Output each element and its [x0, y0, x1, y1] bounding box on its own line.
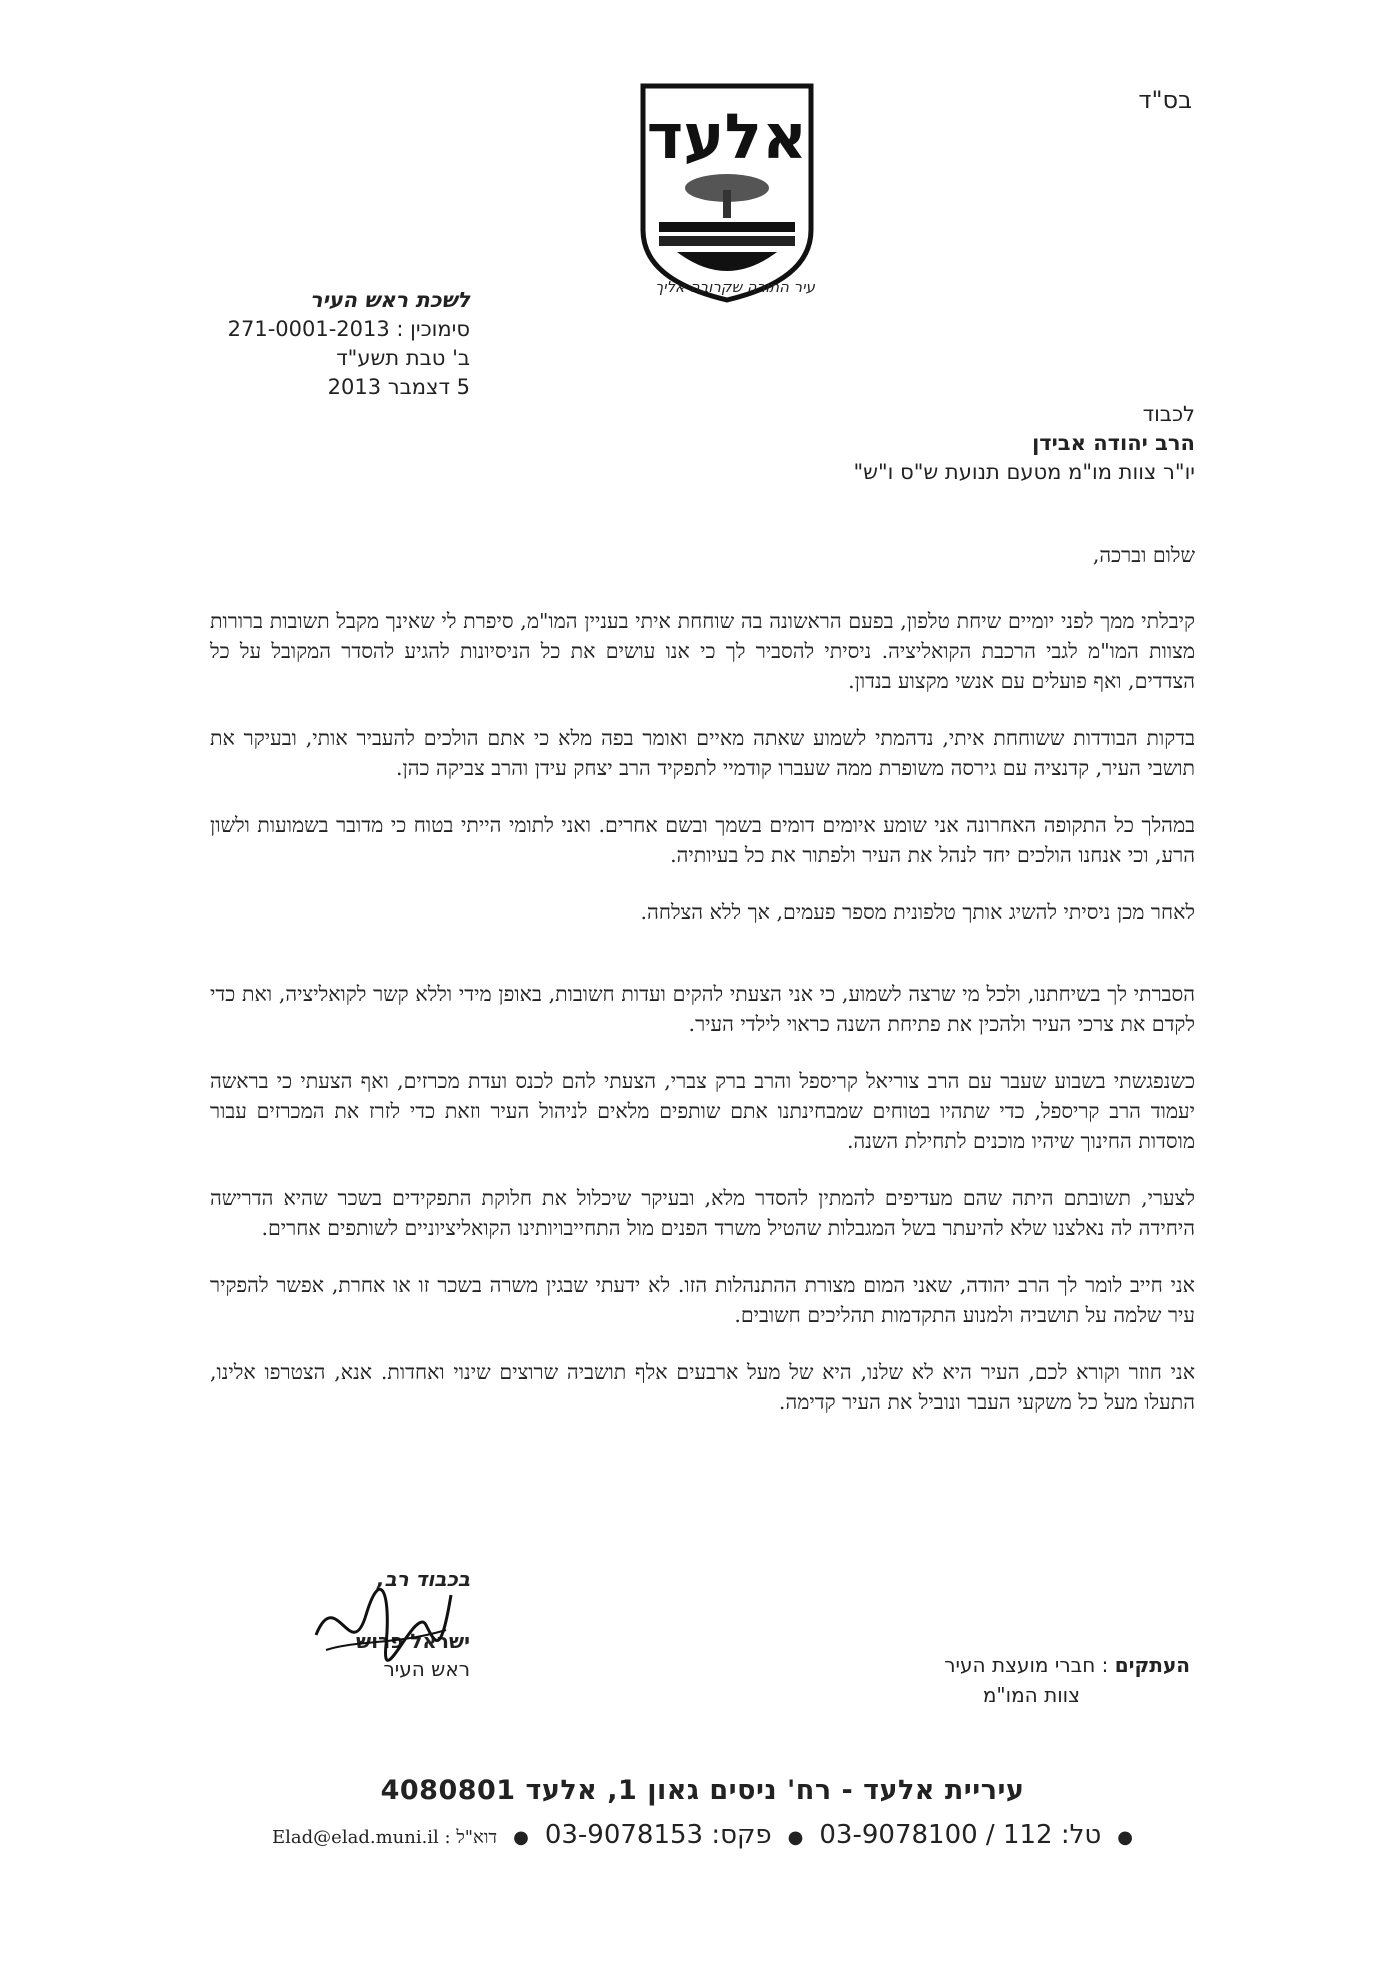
hebrew-date: ב' טבת תשע"ד [336, 346, 470, 370]
bullet-icon: ● [1117, 1827, 1133, 1848]
copies-line-1: : חברי מועצת העיר [944, 1653, 1109, 1677]
copies-line-2: צוות המו"מ [982, 1683, 1080, 1707]
closing: בכבוד רב, [376, 1567, 470, 1591]
signer-name: ישראל פרוש [356, 1629, 470, 1653]
gregorian-date: 5 דצמבר 2013 [327, 375, 470, 399]
addressee-to: לכבוד [1142, 402, 1195, 426]
paragraph-6: כשנפגשתי בשבוע שעבר עם הרב צוריאל קריספל והרב ברק צברי, הצעתי להם לכנס ועדת מכרזים, ואף הצעתי כי בראשה יעמוד הרב קריספל, כדי שתהיו בטוחים שמבחינתנו אתם שותפים מלאים לניהול העיר וזאת כדי לזרז את המכרזים עבור מוסדות החינוך שיהיו מוכנים לתחילת השנה. [210, 1069, 1195, 1153]
footer-phone: טל: 112 / 03-9078100 [819, 1820, 1102, 1850]
greeting: שלום וברכה, [1092, 543, 1195, 567]
office-title: לשכת ראש העיר [309, 288, 470, 312]
elad-logo [637, 80, 817, 306]
addressee-role: יו"ר צוות מו"מ מטעם תנועת ש"ס ו"ש" [853, 460, 1195, 484]
addressee-name: הרב יהודה אבידן [1032, 431, 1195, 455]
copies-block [830, 1650, 1190, 1710]
footer-contact [210, 1820, 1195, 1850]
signer-title: ראש העיר [383, 1657, 470, 1681]
footer-address: עיריית אלעד - רח' ניסים גאון 1, אלעד 4080801 [380, 1775, 1025, 1806]
paragraph-1: קיבלתי ממך לפני יומיים שיחת טלפון, בפעם הראשונה בה שוחחת איתי בעניין המו"מ, סיפרת לי שאינך מקבל תשובות ברורות מצוות המו"מ לגבי הרכבת הקואליציה. ניסיתי להסביר לך כי אנו עושים את כל הניסיונות להגיע להסדר המקובל על כל הצדדים, ואף פועלים עם אנשי מקצוע בנדון. [210, 609, 1195, 693]
bullet-icon: ● [513, 1827, 529, 1848]
footer-fax: פקס: 03-9078153 [544, 1820, 772, 1850]
bullet-icon: ● [787, 1827, 804, 1848]
reference-number: סימוכין : 271-0001-2013 [227, 317, 470, 341]
paragraph-9: אני חוזר וקורא לכם, העיר היא לא שלנו, היא של מעל ארבעים אלף תושביה שרוצים שינוי ואחדות. אנא, הצטרפו אלינו, התעלו מעל כל משקעי העבר ונוביל את העיר קדימה. [210, 1360, 1195, 1414]
footer [210, 1775, 1195, 1850]
paragraph-5: הסברתי לך בשיחתנו, ולכל מי שרצה לשמוע, כי אני הצעתי להקים ועדות חשובות, באופן מידי וללא קשר לקואליציה, ואת כדי לקדם את צרכי העיר ולהכין את פתיחת השנה כראוי לילדי העיר. [210, 982, 1195, 1036]
paragraph-8: אני חייב לומר לך הרב יהודה, שאני המום מצורת ההתנהלות הזו. לא ידעתי שבגין משרה בשכר זו או אחרת, אפשר להפקיר עיר שלמה על תושביה ולמנוע התקדמות תהליכים חשובים. [210, 1273, 1195, 1327]
logo-text: אלעד [646, 100, 808, 173]
paragraph-2: בדקות הבודדות ששוחחת איתי, נדהמתי לשמוע שאתה מאיים ואומר בפה מלא כי אתם הולכים להעביר אותי, ובעיקר את תושבי העיר, קדנציה עם גירסה משופרת ממה שעברו קודמיי לתפקיד הרב יצחק עידן והרב צביקה כהן. [210, 726, 1195, 780]
logo-tagline: עיר התורה שקרובה אליך [655, 278, 815, 296]
paragraph-3: במהלך כל התקופה האחרונה אני שומע איומים דומים בשמך ובשם אחרים. ואני לתומי הייתי בטוח כי מדובר בשמועות ולשון הרע, וכי אנחנו הולכים יחד לנהל את העיר ולפתור את כל בעיותיה. [210, 813, 1195, 867]
office-block [210, 286, 470, 402]
copies-label: העתקים [1114, 1653, 1190, 1677]
paragraph-4: לאחר מכן ניסיתי להשיג אותך טלפונית מספר פעמים, אך ללא הצלחה. [640, 900, 1195, 924]
handwritten-signature [306, 1575, 456, 1675]
letter-body [210, 540, 1195, 1444]
addressee-block [595, 400, 1195, 487]
paragraph-7: לצערי, תשובתם היתה שהם מעדיפים להמתין להסדר מלא, ובעיקר שיכלול את חלוקת התפקידים בשכר שהיא הדרישה היחידה לה נאלצנו שלא להיעתר בשל המגבלות שהטיל משרד הפנים מול התחייבויותינו הקואליציוניים לשותפים אחרים. [210, 1186, 1195, 1240]
footer-email[interactable]: דוא"ל : Elad@elad.muni.il [272, 1827, 498, 1848]
bsd-header: בס"ד [1138, 86, 1192, 114]
